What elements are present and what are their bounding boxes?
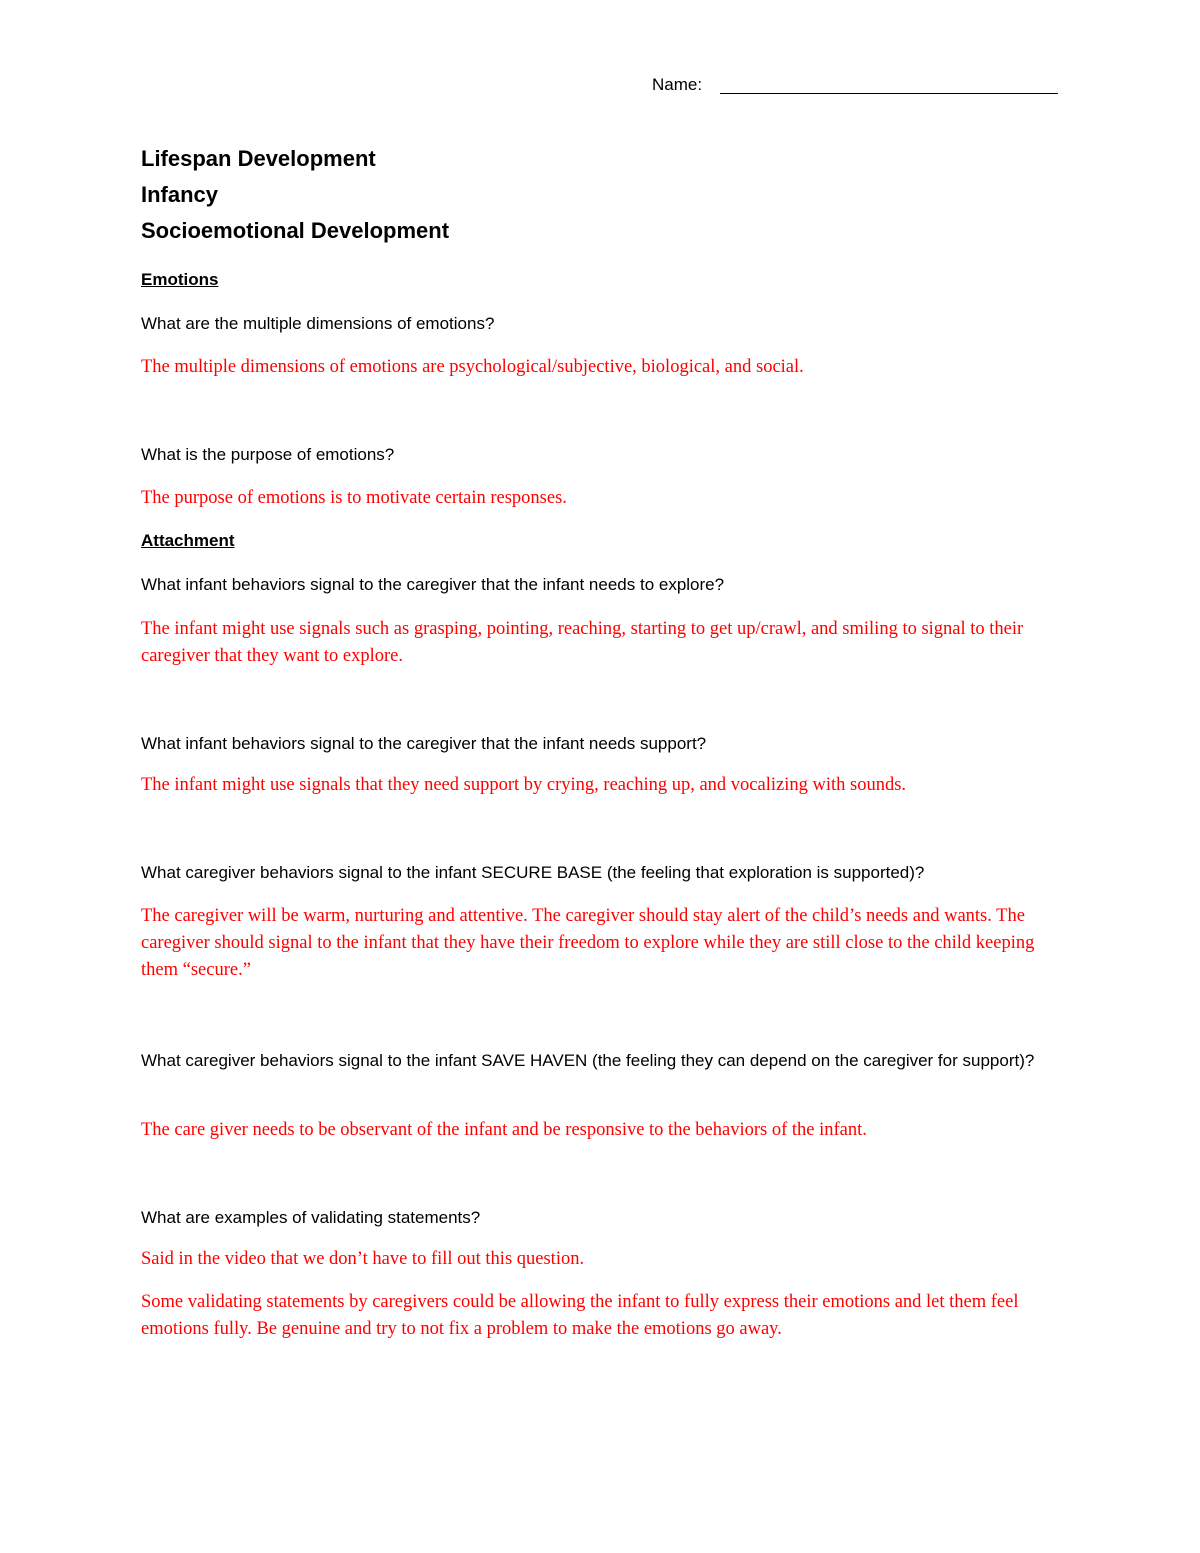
name-input-line[interactable]	[720, 93, 1058, 94]
name-label: Name:	[652, 75, 703, 94]
emotions-question-2: What is the purpose of emotions?	[141, 445, 395, 464]
topic-title: Socioemotional Development	[141, 218, 450, 243]
attachment-answer-4: The care giver needs to be observant of the infant and be responsive to the behaviors of the infant.	[141, 1120, 867, 1140]
attachment-question-3: What caregiver behaviors signal to the infant SECURE BASE (the feeling that exploration is supported)?	[141, 863, 925, 882]
emotions-heading: Emotions	[141, 270, 219, 289]
stage-title: Infancy	[141, 182, 219, 207]
attachment-question-1: What infant behaviors signal to the caregiver that the infant needs to explore?	[141, 575, 725, 594]
attachment-heading: Attachment	[141, 531, 235, 550]
attachment-answer-5b: Some validating statements by caregivers could be allowing the infant to fully express their emotions and let them feel emotions fully. Be genuine and try to not fix a problem to make the emotions go away.	[141, 1292, 1019, 1339]
emotions-answer-2: The purpose of emotions is to motivate certain responses.	[141, 488, 567, 508]
attachment-question-5: What are examples of validating statements?	[141, 1208, 481, 1227]
attachment-answer-2: The infant might use signals that they need support by crying, reaching up, and vocalizing with sounds.	[141, 775, 907, 795]
emotions-question-1: What are the multiple dimensions of emotions?	[141, 314, 495, 333]
attachment-question-4: What caregiver behaviors signal to the infant SAVE HAVEN (the feeling they can depend on the caregiver for support)?	[141, 1051, 1035, 1070]
attachment-answer-3: The caregiver will be warm, nurturing and attentive. The caregiver should stay alert of the child’s needs and wants. The caregiver should signal to the infant that they have their freedom to explore while they are still close to the child keeping them “secure.”	[141, 906, 1035, 980]
course-title: Lifespan Development	[141, 146, 376, 171]
attachment-answer-1: The infant might use signals such as grasping, pointing, reaching, starting to get up/crawl, and smiling to signal to their caregiver that they want to explore.	[141, 619, 1024, 666]
emotions-answer-1: The multiple dimensions of emotions are psychological/subjective, biological, and social.	[141, 357, 804, 377]
attachment-question-2: What infant behaviors signal to the caregiver that the infant needs support?	[141, 734, 707, 753]
attachment-answer-5a: Said in the video that we don’t have to fill out this question.	[141, 1249, 585, 1269]
